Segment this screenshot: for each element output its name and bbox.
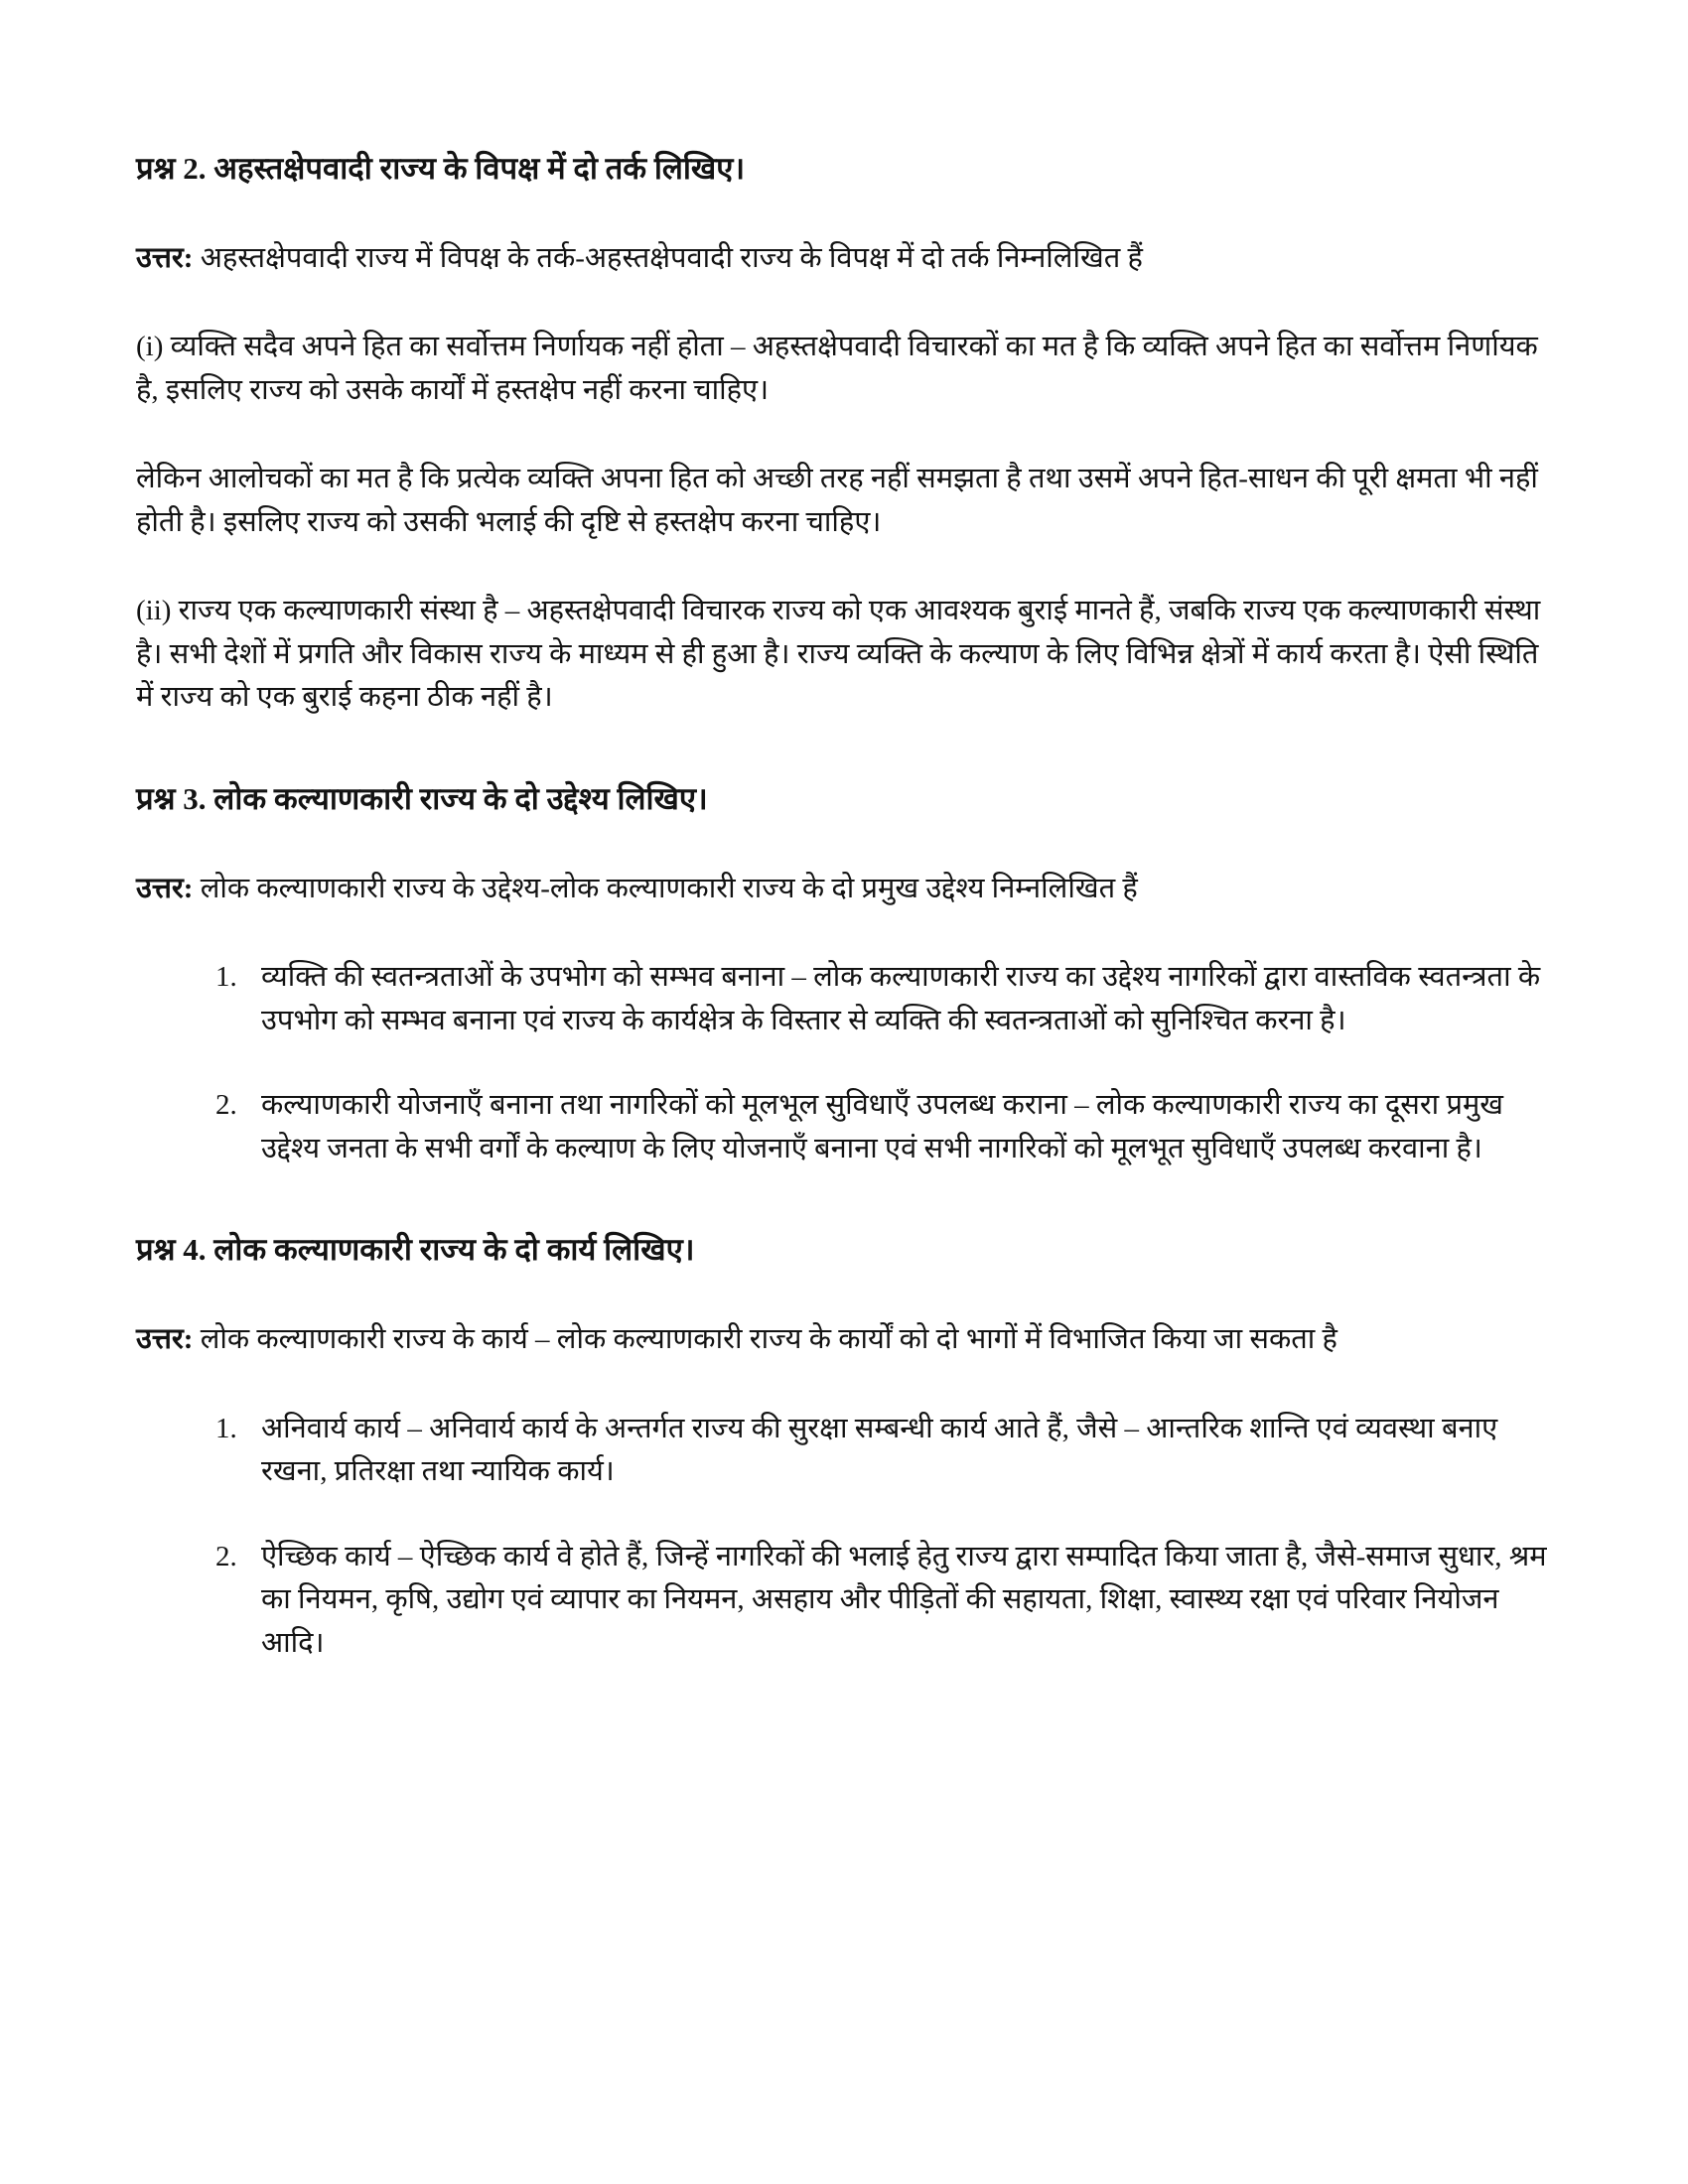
question-heading-q4: प्रश्न 4. लोक कल्याणकारी राज्य के दो कार्य लिखिए। — [136, 1232, 695, 1268]
answer-paragraph-q2 — [136, 237, 1551, 281]
list-item-number: 1. — [215, 1412, 237, 1444]
list-item — [136, 956, 1551, 1042]
list-item-number: 2. — [215, 1540, 237, 1572]
list-item — [136, 1536, 1551, 1666]
list-item-text: कल्याणकारी योजनाएँ बनाना तथा नागरिकों को मूलभूल सुविधाएँ उपलब्ध कराना – लोक कल्याणकारी राज्य का दूसरा प्रमुख उद्देश्य जनता के सभी वर्गों के कल्याण के लिए योजनाएँ बनाना एवं सभी नागरिकों को मूलभूत सुविधाएँ उपलब्ध करवाना है। — [261, 1089, 1504, 1164]
list-item-text: अनिवार्य कार्य – अनिवार्य कार्य के अन्तर्गत राज्य की सुरक्षा सम्बन्धी कार्य आते हैं, जैसे – आन्तरिक शान्ति एवं व्यवस्था बनाए रखना, प्रतिरक्षा तथा न्यायिक कार्य। — [261, 1412, 1498, 1488]
list-item — [136, 1408, 1551, 1494]
answer-label-q3: उत्तर: — [136, 872, 194, 904]
answer-text-q4: लोक कल्याणकारी राज्य के कार्य – लोक कल्याणकारी राज्य के कार्यों को दो भागों में विभाजित किया जा सकता है — [193, 1323, 1337, 1356]
list-item — [136, 1084, 1551, 1170]
ordered-list-q4 — [136, 1408, 1551, 1666]
paragraph-q2-critics: लेकिन आलोचकों का मत है कि प्रत्येक व्यक्ति अपना हित को अच्छी तरह नहीं समझता है तथा उसमें अपने हित-साधन की पूरी क्षमता भी नहीं होती है। इसलिए राज्य को उसकी भलाई की दृष्टि से हस्तक्षेप करना चाहिए। — [136, 463, 1538, 538]
ordered-list-q3 — [136, 956, 1551, 1170]
list-item-number: 2. — [215, 1089, 237, 1122]
question-heading-q3: प्रश्न 3. लोक कल्याणकारी राज्य के दो उद्देश्य लिखिए। — [136, 780, 708, 816]
answer-label-q2: उत्तर: — [136, 241, 194, 274]
answer-paragraph-q3 — [136, 868, 1551, 911]
answer-paragraph-q4 — [136, 1318, 1551, 1362]
question-heading-q2: प्रश्न 2. अहस्तक्षेपवादी राज्य के विपक्ष में दो तर्क लिखिए। — [136, 151, 746, 186]
list-item-number: 1. — [215, 961, 237, 994]
answer-text-q3: लोक कल्याणकारी राज्य के उद्देश्य-लोक कल्याणकारी राज्य के दो प्रमुख उद्देश्य निम्नलिखित हैं — [193, 872, 1138, 904]
answer-label-q4: उत्तर: — [136, 1323, 194, 1356]
paragraph-q2-point-i: (i) व्यक्ति सदैव अपने हित का सर्वोत्तम निर्णायक नहीं होता – अहस्तक्षेपवादी विचारकों का मत है कि व्यक्ति अपने हित का सर्वोत्तम निर्णायक है, इसलिए राज्य को उसके कार्यों में हस्तक्षेप नहीं करना चाहिए। — [136, 331, 1538, 406]
paragraph-q2-point-ii: (ii) राज्य एक कल्याणकारी संस्था है – अहस्तक्षेपवादी विचारक राज्य को एक आवश्यक बुराई मानते हैं, जबकि राज्य एक कल्याणकारी संस्था है। सभी देशों में प्रगति और विकास राज्य के माध्यम से ही हुआ है। राज्य व्यक्ति के कल्याण के लिए विभिन्न क्षेत्रों में कार्य करता है। ऐसी स्थिति में राज्य को एक बुराई कहना ठीक नहीं है। — [136, 595, 1541, 714]
list-item-text: व्यक्ति की स्वतन्त्रताओं के उपभोग को सम्भव बनाना – लोक कल्याणकारी राज्य का उद्देश्य नागरिकों द्वारा वास्तविक स्वतन्त्रता के उपभोग को सम्भव बनाना एवं राज्य के कार्यक्षेत्र के विस्तार से व्यक्ति की स्वतन्त्रताओं को सुनिश्चित करना है। — [261, 961, 1541, 1036]
answer-text-q2: अहस्तक्षेपवादी राज्य में विपक्ष के तर्क-अहस्तक्षेपवादी राज्य के विपक्ष में दो तर्क निम्नलिखित हैं — [193, 241, 1143, 274]
list-item-text: ऐच्छिक कार्य – ऐच्छिक कार्य वे होते हैं, जिन्हें नागरिकों की भलाई हेतु राज्य द्वारा सम्पादित किया जाता है, जैसे-समाज सुधार, श्रम का नियमन, कृषि, उद्योग एवं व्यापार का नियमन, असहाय और पीड़ितों की सहायता, शिक्षा, स्वास्थ्य रक्षा एवं परिवार नियोजन आदि। — [261, 1540, 1547, 1659]
